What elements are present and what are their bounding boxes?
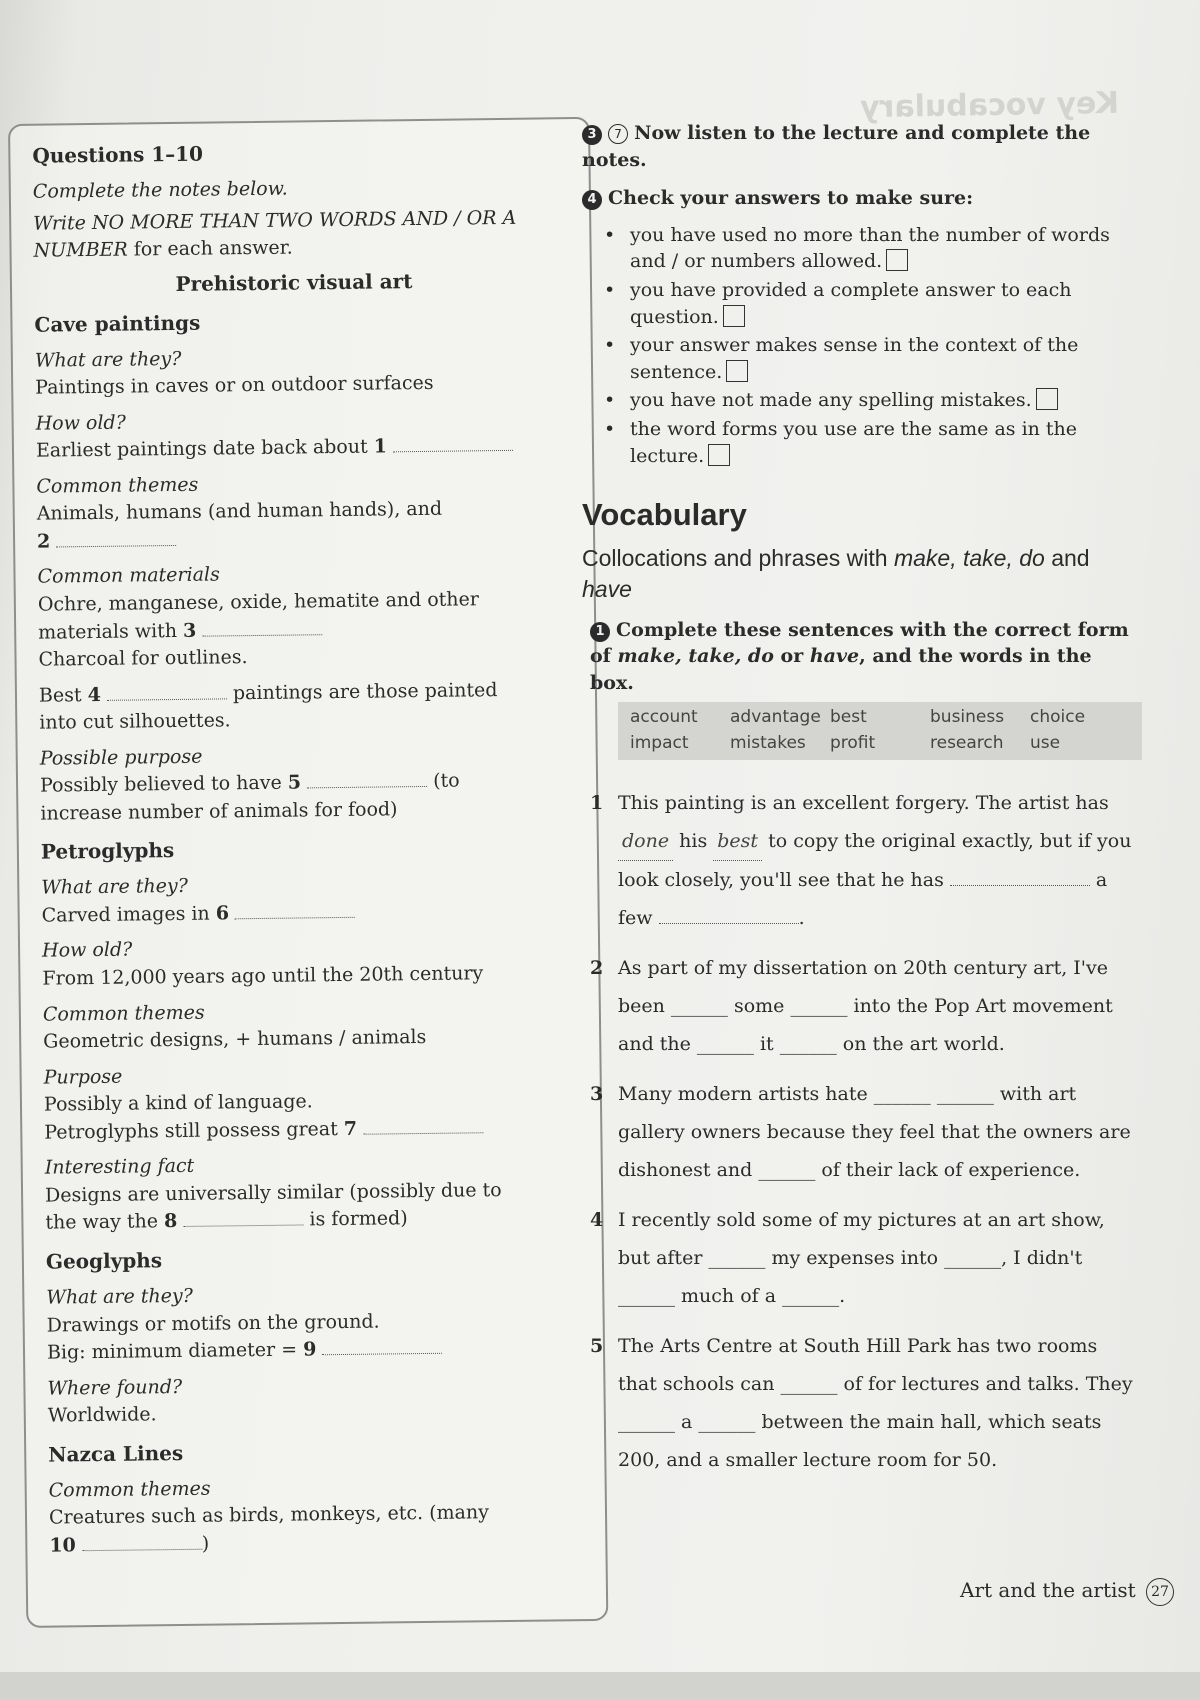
geo-what-label: What are they?: [46, 1284, 193, 1309]
answer-blank-filled[interactable]: best: [713, 822, 762, 861]
exercise-3: [582, 120, 1142, 173]
vocabulary-subheading: Collocations and phrases with make, take, do and have: [582, 544, 1090, 602]
petro-fact-label: Interesting fact: [44, 1155, 195, 1179]
word-box-item: account: [630, 707, 698, 728]
sentence-1: 1 This painting is an excellent forgery. The artist has done his best to copy the original exactly, but if you look closely, you'll see that he has a few .: [590, 791, 1132, 929]
cave-materials-text-2: materials with 3: [38, 613, 558, 647]
answer-blank-6[interactable]: [235, 903, 355, 919]
answer-blank-7[interactable]: [363, 1118, 483, 1134]
word-box-item: mistakes: [730, 733, 806, 754]
section-geoglyphs: Geoglyphs: [45, 1248, 163, 1274]
checkbox[interactable]: [1036, 388, 1058, 410]
cave-best-text: Best 4 paintings are those painted: [38, 678, 498, 707]
word-box-item: research: [930, 733, 1004, 754]
page-footer: [960, 1578, 1174, 1606]
sentence-4: 4 I recently sold some of my pictures at an art show, but after ______ my expenses into ______, I didn't ______ much of a ______.: [590, 1208, 1105, 1307]
checklist-item: • your answer makes sense in the context of the sentence.: [604, 332, 1142, 385]
petro-purpose-text-2: Petroglyphs still possess great 7: [44, 1113, 564, 1147]
footer-unit-title: Art and the artist: [960, 1578, 1136, 1602]
section-nazca-lines: Nazca Lines: [48, 1440, 184, 1467]
bleed-through-text: Key vocabulary: [859, 85, 1120, 126]
checklist-item: • you have provided a complete answer to each question.: [604, 277, 1142, 330]
checklist-item: • the word forms you use are the same as in the lecture.: [604, 416, 1142, 469]
word-box: [618, 702, 1142, 760]
sentence-2: 2 As part of my dissertation on 20th century art, I've been ______ some ______ into the Pop Art movement and the ______ it ______ on the art world.: [590, 956, 1113, 1055]
answer-blank[interactable]: [950, 871, 1090, 886]
petro-fact-text-1: Designs are universally similar (possibly due to: [44, 1178, 502, 1207]
checklist-item: • you have used no more than the number of words and / or numbers allowed.: [604, 222, 1142, 275]
page-bottom-edge: [0, 1672, 1200, 1700]
vocabulary-heading: Vocabulary: [582, 497, 747, 533]
right-column: [582, 120, 1142, 1491]
answer-blank-3[interactable]: [202, 620, 322, 636]
exercise-4-text: Check your answers to make sure:: [608, 187, 974, 210]
answer-blank-8[interactable]: [183, 1211, 303, 1227]
answer-blank-10[interactable]: [82, 1535, 202, 1551]
exercise-1-text: Complete these sentences with the correct form of make, take, do or have, and the words in the box.: [590, 618, 1129, 694]
petro-themes-text: Geometric designs, + humans / animals: [43, 1026, 427, 1053]
checkbox[interactable]: [708, 444, 730, 466]
word-box-item: best: [830, 707, 867, 728]
petro-how-old-text: From 12,000 years ago until the 20th century: [42, 962, 484, 990]
geo-where-text: Worldwide.: [47, 1403, 157, 1427]
cave-materials-text-1: Ochre, manganese, oxide, hematite and other: [37, 588, 480, 616]
cave-how-old-text: Earliest paintings date back about 1: [36, 432, 556, 466]
section-cave-paintings: Cave paintings: [34, 310, 201, 337]
cave-what-label: What are they?: [34, 347, 182, 372]
instruction-complete: Complete the notes below.: [32, 177, 288, 203]
answer-blank[interactable]: [659, 909, 799, 924]
audio-track-icon[interactable]: 7: [608, 124, 628, 144]
nazca-themes-text: Creatures such as birds, monkeys, etc. (many: [48, 1501, 489, 1529]
cave-themes-label: Common themes: [36, 473, 199, 498]
geo-what-text-2: Big: minimum diameter = 9: [47, 1333, 567, 1367]
petro-what-label: What are they?: [41, 875, 188, 900]
checklist: [604, 222, 1142, 469]
exercise-1: [582, 617, 1142, 697]
checkbox[interactable]: [886, 249, 908, 271]
word-box-item: profit: [830, 733, 876, 754]
cave-purpose-text: Possibly believed to have 5 (to: [39, 769, 460, 797]
word-box-item: advantage: [730, 707, 821, 728]
exercise-number-3: 3: [582, 125, 602, 145]
cave-purpose-text-2: increase number of animals for food): [40, 798, 398, 825]
petro-what-text: Carved images in 6: [42, 896, 562, 930]
page-number: 27: [1146, 1578, 1174, 1606]
checklist-item: • you have not made any spelling mistakes.: [604, 387, 1142, 414]
cave-materials-label: Common materials: [37, 563, 220, 589]
exercise-number-1: 1: [590, 622, 610, 642]
cave-best-text-2: into cut silhouettes.: [39, 709, 231, 734]
geo-what-text-1: Drawings or motifs on the ground.: [46, 1310, 380, 1337]
answer-blank-filled[interactable]: done: [618, 822, 673, 861]
answer-blank-2[interactable]: [56, 531, 176, 547]
word-box-item: use: [1030, 733, 1061, 754]
cave-purpose-label: Possible purpose: [39, 745, 203, 770]
sentence-5: 5 The Arts Centre at South Hill Park has two rooms that schools can ______ of for lectures and talks. They ______ a ______ between the main hall, which seats 200, and a smaller lecture room for 50.: [590, 1334, 1133, 1471]
answer-blank-5[interactable]: [307, 772, 427, 788]
petro-themes-label: Common themes: [42, 1001, 205, 1026]
nazca-themes-text-2: 10 ): [49, 1532, 210, 1557]
sentence-3: 3 Many modern artists hate ______ ______ with art gallery owners because they feel that the owners are dishonest and ______ of their lack of experience.: [590, 1082, 1131, 1181]
cave-themes-text: Animals, humans (and human hands), and: [36, 498, 443, 526]
word-box-item: business: [930, 707, 1005, 728]
notes-title: Prehistoric visual art: [175, 268, 413, 296]
petro-how-old-label: How old?: [41, 939, 133, 963]
answer-blank-4[interactable]: [107, 684, 227, 700]
exercise-3-text: Now listen to the lecture and complete the notes.: [582, 122, 1091, 171]
petro-fact-text-2: the way the 8 is formed): [45, 1207, 408, 1235]
checkbox[interactable]: [723, 305, 745, 327]
sentence-list: [582, 784, 1142, 1479]
cave-what-text: Paintings in caves or on outdoor surfaces: [35, 372, 434, 399]
section-petroglyphs: Petroglyphs: [40, 838, 175, 865]
petro-purpose-text-1: Possibly a kind of language.: [43, 1090, 313, 1116]
cave-materials-text-3: Charcoal for outlines.: [38, 646, 248, 671]
answer-blank-1[interactable]: [393, 436, 513, 452]
nazca-themes-label: Common themes: [48, 1477, 211, 1502]
instruction-word-limit: Write NO MORE THAN TWO WORDS AND / OR A NUMBER for each answer.: [33, 206, 517, 262]
word-box-item: choice: [1030, 707, 1086, 728]
word-box-item: impact: [630, 733, 689, 754]
cave-how-old-label: How old?: [35, 411, 126, 435]
petro-purpose-label: Purpose: [43, 1065, 123, 1089]
exercise-number-4: 4: [582, 190, 602, 210]
exercise-4: [582, 185, 1142, 212]
notes-box: [8, 117, 608, 1628]
answer-blank-9[interactable]: [322, 1339, 442, 1355]
geo-where-label: Where found?: [47, 1375, 183, 1400]
cave-themes-line-2: 2: [37, 522, 557, 556]
questions-heading: Questions 1–10: [32, 141, 204, 168]
checkbox[interactable]: [726, 360, 748, 382]
